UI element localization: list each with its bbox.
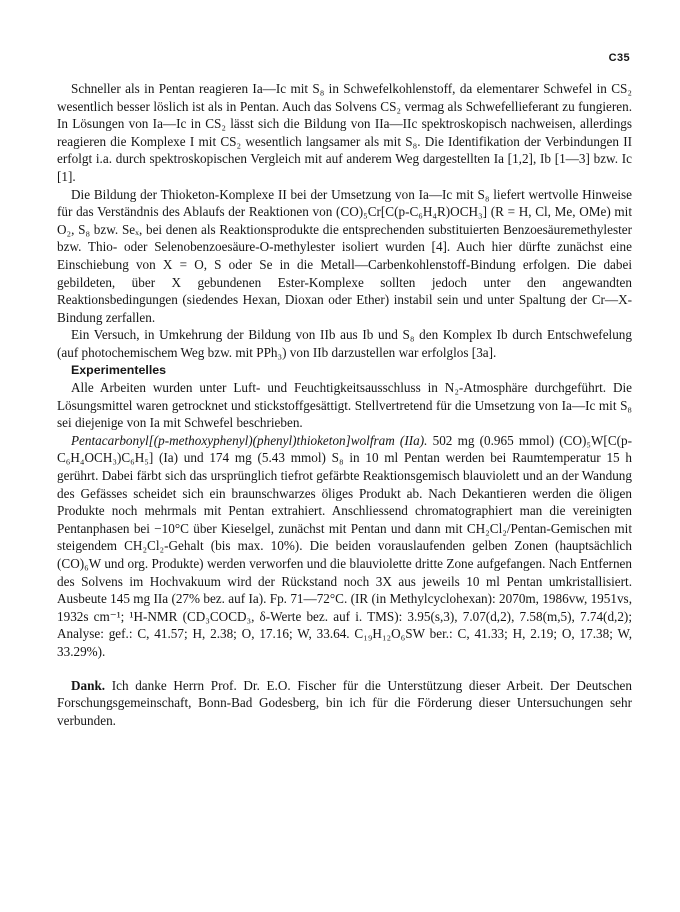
paragraph-experimental-intro: Alle Arbeiten wurden unter Luft- und Feuchtigkeitsausschluss in N₂-Atmosphäre durchgeführt. Die Lösungsmittel waren getrocknet und stickstoffgesättigt. Stellvertretend für die Umsetzung von Ia—Ic mit S₈ sei diejenige von Ia mit Schwefel beschrieben.: [57, 380, 632, 431]
paragraph-procedure: [57, 432, 632, 661]
paragraph-desulfurization: Ein Versuch, in Umkehrung der Bildung von IIb aus Ib und S₈ den Komplex Ib durch Entschwefelung (auf photochemischem Weg bzw. mit PPh₃) von IIb darzustellen war erfolglos [3a].: [57, 327, 632, 360]
compound-title: Pentacarbonyl[(p-methoxyphenyl)(phenyl)thioketon]wolfram (IIa).: [71, 432, 428, 448]
acknowledgement-label: Dank.: [71, 677, 106, 693]
paragraph-thioketone-formation: Die Bildung der Thioketon-Komplexe II bei der Umsetzung von Ia—Ic mit S₈ liefert wertvolle Hinweise für das Verständnis des Ablaufs der Reaktionen von (CO)₅Cr[C(p-C₆H₄R)OCH₃] (R = H, Cl, Me, OMe) mit O₂, S₈ bzw. Seₓ, bei denen als Reaktionsprodukte die entsprechenden substituierten Benzoesäuremethylester bzw. Thio- oder Selenobenzoesäure-O-methylester isoliert wurden [4]. Auch hier dürfte zunächst eine Einschiebung von X = O, S oder Se in die Metall—Carbenkohlenstoff-Bindung erfolgen. Die dabei gebildeten, über X gebundenen Ester-Komplexe sollten jedoch unter den angewandten Reaktionsbedingungen (siedendes Hexan, Dioxan oder Ether) instabil sein und unter Spaltung der Cr—X-Bindung zerfallen.: [57, 186, 632, 325]
page-number: C35: [608, 52, 630, 64]
paragraph-acknowledgement: [57, 677, 632, 730]
section-heading-experimental: Experimentelles: [71, 362, 167, 377]
procedure-text: 502 mg (0.965 mmol) (CO)₅W[C(p-C₆H₄OCH₃)C₆H₅] (Ia) und 174 mg (5.43 mmol) S₈ in 10 ml Pentan werden bei Raumtemperatur 15 h gerührt. Dabei färbt sich das ursprünglich tiefrot gefärbte Reaktionsgemisch blauviolett und an der Wandung des Gefässes scheidet sich ein braunschwarzes öliges Produkt ab. Nach Dekantieren werden die öligen Produkte noch mehrmals mit Pentan extrahiert. Anschliessend chromatographiert man die vereinigten Pentanphasen bei −10°C über Kieselgel, zunächst mit Pentan und dann mit CH₂Cl₂/Pentan-Gemischen mit steigendem CH₂Cl₂-Gehalt (bis max. 10%). Die beiden vorauslaufenden gelben Zonen (hauptsächlich (CO)₆W und org. Produkte) werden verworfen und die blauviolette dritte Zone aufgefangen. Nach Entfernen des Solvens im Hochvakuum wird der Rückstand noch 3X aus jeweils 10 ml Pentan umkristallisiert. Ausbeute 145 mg IIa (27% bez. auf Ia). Fp. 71—72°C. (IR (in Methylcyclohexan): 2070m, 1986vw, 1951vs, 1932s cm⁻¹; ¹H-NMR (CD₃COCD₃, δ-Werte bez. auf i. TMS): 3.95(s,3), 7.07(d,2), 7.58(m,5), 7.74(d,2); Analyse: gef.: C, 41.57; H, 2.38; O, 17.16; W, 33.64. C₁₉H₁₂O₆SW ber.: C, 41.33; H, 2.19; O, 17.38; W, 33.29%).: [57, 432, 632, 659]
section-spacer: [57, 661, 632, 677]
acknowledgement-text: Ich danke Herrn Prof. Dr. E.O. Fischer für die Unterstützung dieser Arbeit. Der Deutschen Forschungsgemeinschaft, Bonn-Bad Godesberg, bin ich für die Förderung dieser Untersuchungen sehr verbunden.: [57, 677, 632, 728]
paragraph-cs2-reaction: Schneller als in Pentan reagieren Ia—Ic mit S₈ in Schwefelkohlenstoff, da elementarer Schwefel in CS₂ wesentlich besser löslich ist als in Pentan. Auch das Solvens CS₂ vermag als Schwefellieferant zu fungieren. In Lösungen von Ia—Ic in CS₂ lässt sich die Bildung von IIa—IIc spektroskopisch nachweisen, allerdings reagieren die Komplexe I mit CS₂ wesentlich langsamer als mit S₈. Die Identifikation der Verbindungen II erfolgt i.a. durch spektroskopischen Vergleich mit auf anderem Weg dargestellten Ia [1,2], Ib [1—3] bzw. Ic [1].: [57, 81, 632, 184]
article-body: [57, 80, 632, 729]
